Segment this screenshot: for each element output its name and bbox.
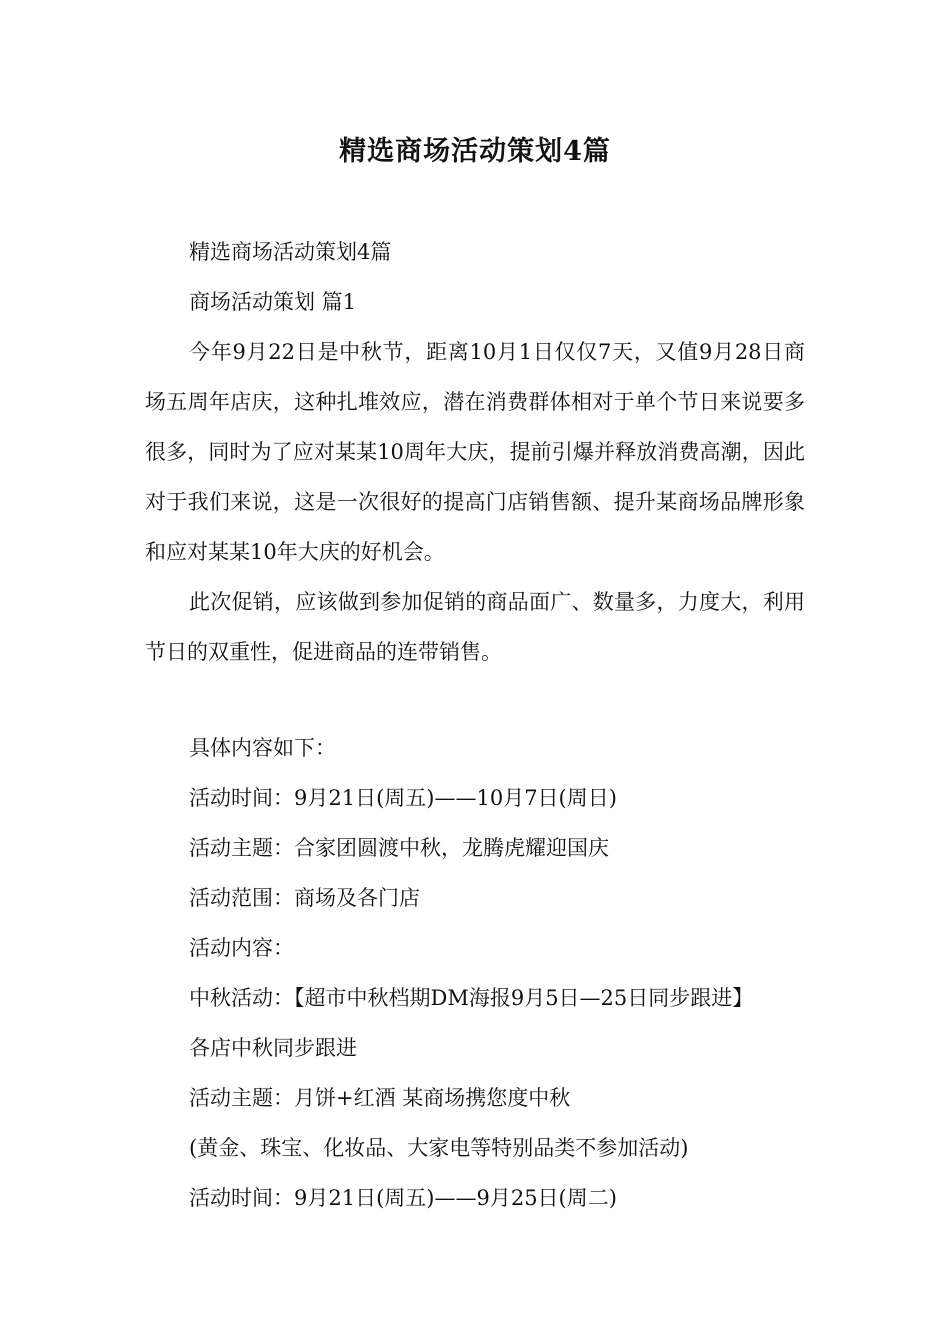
- paragraph-midautumn-time: 活动时间：9月21日(周五)——9月25日(周二): [189, 1186, 617, 1210]
- paragraph-activity-time: 活动时间：9月21日(周五)——10月7日(周日): [189, 786, 617, 810]
- paragraph-section-heading: 商场活动策划 篇1: [189, 290, 357, 314]
- paragraph-midautumn-theme: 活动主题：月饼+红酒 某商场携您度中秋: [189, 1086, 571, 1110]
- paragraph-activity-scope: 活动范围：商场及各门店: [189, 886, 420, 910]
- paragraph-details-intro: 具体内容如下：: [189, 736, 336, 760]
- paragraph-spacer: [145, 677, 805, 723]
- paragraph-intro-title: 精选商场活动策划4篇: [189, 240, 392, 264]
- paragraph-excluded-categories: (黄金、珠宝、化妆品、大家电等特别品类不参加活动): [189, 1136, 689, 1160]
- paragraph-promotion-goal: 此次促销，应该做到参加促销的商品面广、数量多，力度大，利用节日的双重性，促进商品的连带销售。: [145, 590, 805, 664]
- document-title: 精选商场活动策划4篇: [339, 136, 611, 167]
- document-body: [145, 227, 805, 1223]
- paragraph-activity-theme: 活动主题：合家团圆渡中秋，龙腾虎耀迎国庆: [189, 836, 609, 860]
- paragraph-store-follow-up: 各店中秋同步跟进: [189, 1036, 357, 1060]
- paragraph-background: 今年9月22日是中秋节，距离10月1日仅仅7天，又值9月28日商场五周年店庆，这种扎堆效应，潜在消费群体相对于单个节日来说要多很多，同时为了应对某某10周年大庆，提前引爆并释放消费高潮，因此对于我们来说，这是一次很好的提高门店销售额、提升某商场品牌形象和应对某某10年大庆的好机会。: [145, 340, 805, 564]
- paragraph-activity-content: 活动内容：: [189, 936, 294, 960]
- paragraph-midautumn-activity: 中秋活动：【超市中秋档期DM海报9月5日—25日同步跟进】: [189, 986, 754, 1010]
